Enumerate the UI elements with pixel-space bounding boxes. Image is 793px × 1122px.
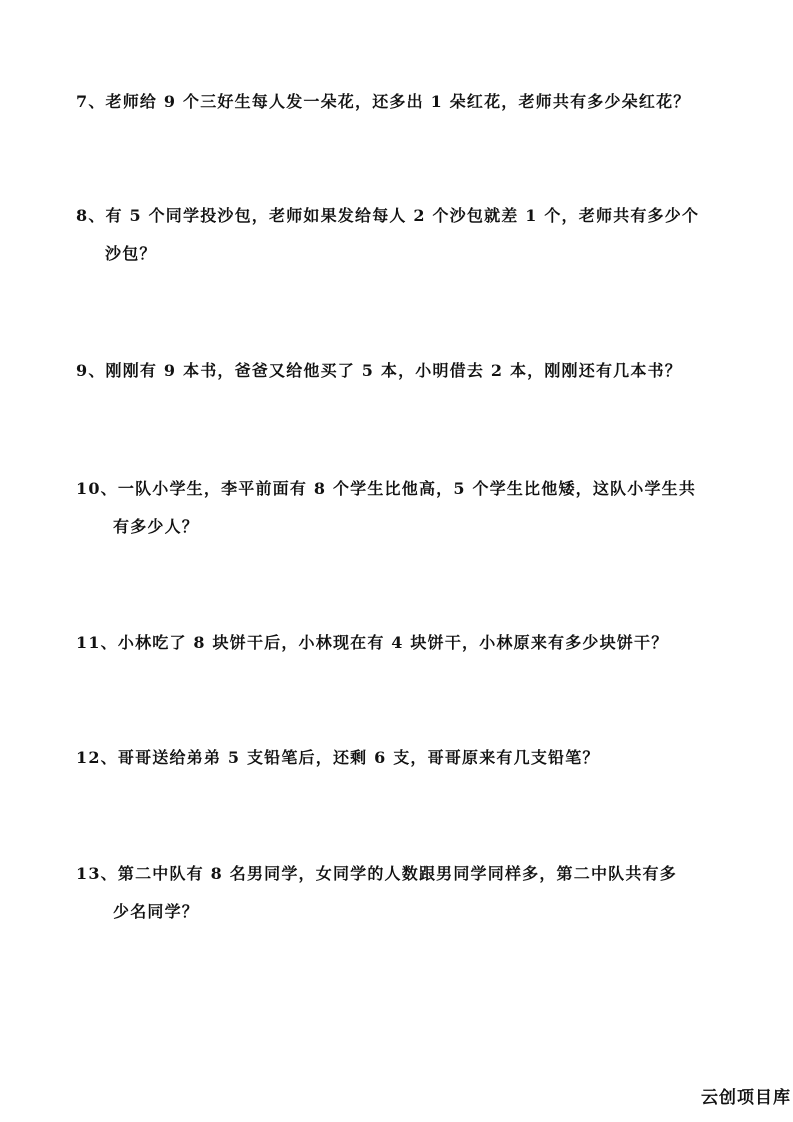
question-line: 7、老师给 9 个三好生每人发一朵花，还多出 1 朵红花，老师共有多少朵红花？ [76, 92, 691, 111]
question-line: 8、有 5 个同学投沙包，老师如果发给每人 2 个沙包就差 1 个，老师共有多少个 [76, 206, 700, 225]
question-line: 12、哥哥送给弟弟 5 支铅笔后，还剩 6 支，哥哥原来有几支铅笔？ [76, 748, 600, 767]
question-8 [76, 197, 726, 273]
question-line-continued: 少名同学？ [113, 902, 200, 921]
question-line-continued: 沙包？ [105, 244, 157, 263]
question-11 [76, 624, 726, 662]
question-line: 11、小林吃了 8 块饼干后，小林现在有 4 块饼干，小林原来有多少块饼干？ [76, 633, 669, 652]
question-9 [76, 352, 726, 390]
question-12 [76, 739, 726, 777]
question-10 [76, 470, 726, 546]
question-line: 9、刚刚有 9 本书，爸爸又给他买了 5 本，小明借去 2 本，刚刚还有几本书？ [76, 361, 682, 380]
question-line: 10、一队小学生，李平前面有 8 个学生比他高，5 个学生比他矮，这队小学生共 [76, 479, 697, 498]
question-line: 13、第二中队有 8 名男同学，女同学的人数跟男同学同样多，第二中队共有多 [76, 864, 677, 883]
question-7 [76, 83, 726, 121]
question-line-continued: 有多少人？ [113, 517, 200, 536]
question-13 [76, 855, 726, 931]
watermark-text: 云创项目库 [701, 1088, 791, 1108]
